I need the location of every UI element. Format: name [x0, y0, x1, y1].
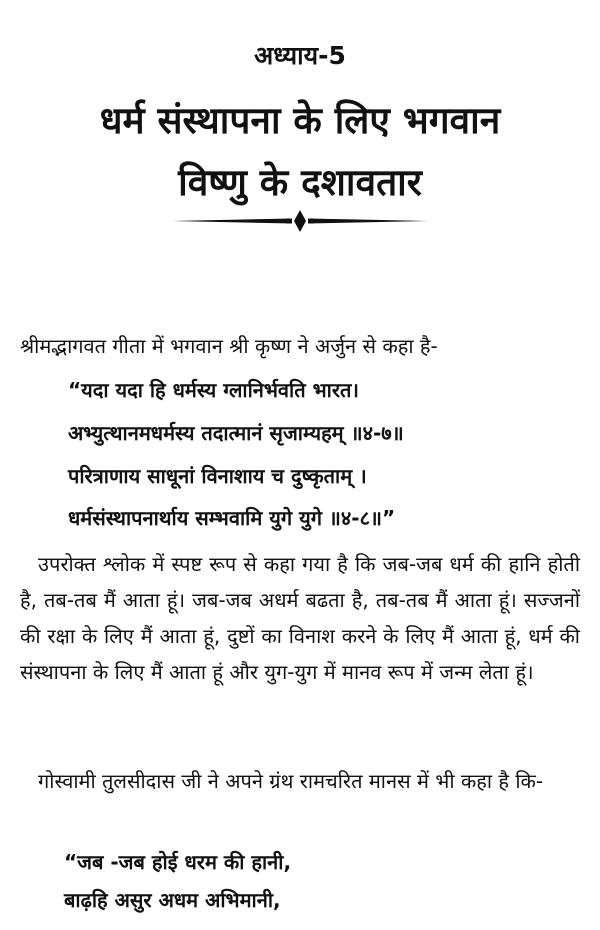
chapter-heading: अध्याय-5	[254, 41, 346, 70]
verse-line-4: धर्मसंस्थापनार्थाय सम्भवामि युगे युगे ॥४-८॥”	[68, 506, 396, 530]
divider-ornament-icon	[170, 208, 430, 234]
intro-line: श्रीमद्भागवत गीता में भगवान श्री कृष्ण ने अर्जुन से कहा है-	[20, 334, 438, 358]
chapter-title	[0, 90, 600, 214]
tulsidas-paragraph: गोस्वामी तुलसीदास जी ने अपने ग्रंथ रामचरित मानस में भी कहा है कि-	[38, 769, 544, 793]
couplet-line-2: बाढ़हि असुर अधम अभिमानी,	[64, 888, 281, 912]
chapter-title-line-1: धर्म संस्थापना के लिए भगवान	[99, 99, 501, 142]
verse-line-2: अभ्युत्थानमधर्मस्य तदात्मानं सृजाम्यहम् ॥४-७॥	[68, 421, 404, 445]
couplet-line-1: “जब -जब होई धरम की हानी,	[64, 850, 292, 874]
verse-line-1: “यदा यदा हि धर्मस्य ग्लानिर्भवति भारत।	[68, 378, 359, 402]
explanation-paragraph: उपरोक्त श्लोक में स्पष्ट रूप से कहा गया है कि जब-जब धर्म की हानि होती है, तब-तब मैं आता हूं। जब-जब अधर्म बढता है, तब-तब मैं आता हूं। सज्जनों की रक्षा के लिए मैं आता हूं, दुष्टों का विनाश करने के लिए मैं आता हूं, धर्म की संस्थापना के लिए मैं आता हूं और युग-युग में मानव रूप में जन्म लेता हूं।	[20, 552, 580, 684]
verse-line-3: परित्राणाय साधूनां विनाशाय च दुष्कृताम् ।	[68, 464, 367, 488]
chapter-title-line-2: विष्णु के दशावतार	[178, 161, 422, 204]
